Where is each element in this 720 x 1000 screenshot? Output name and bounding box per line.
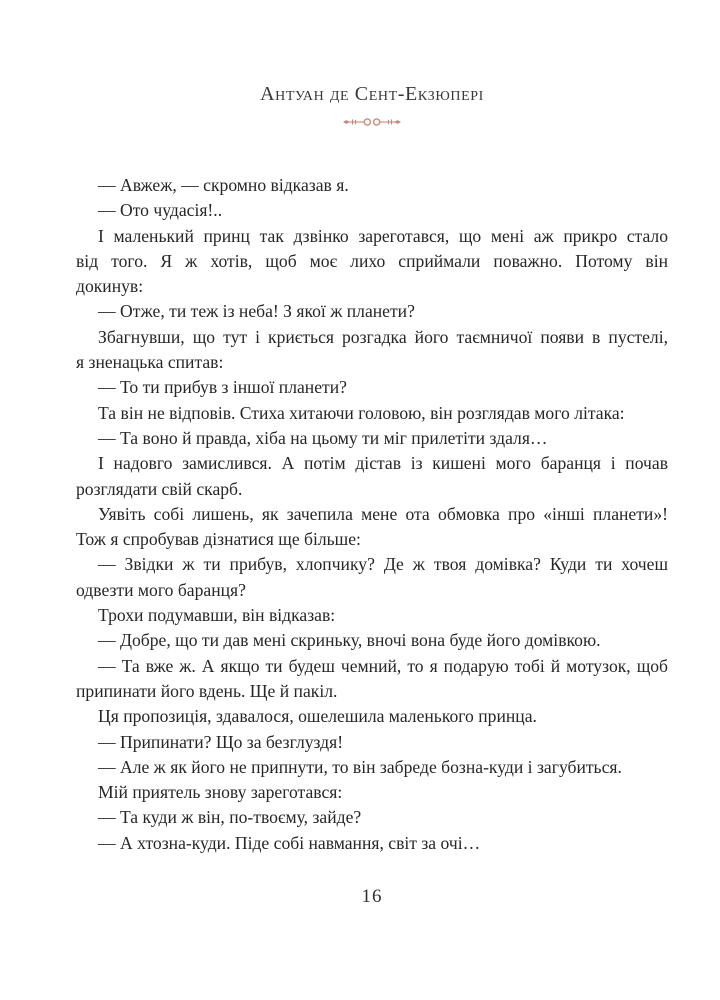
page-text bbox=[76, 173, 668, 856]
decorative-divider-icon bbox=[341, 116, 403, 128]
paragraph bbox=[76, 603, 668, 628]
text-line: одвезти мого баранця? bbox=[76, 579, 246, 600]
text-line: від того. Я ж хотів, щоб моє лихо сприймали поважно. Потому він bbox=[76, 250, 668, 271]
paragraph bbox=[76, 730, 668, 755]
paragraph bbox=[76, 325, 668, 376]
paragraph bbox=[76, 755, 668, 780]
text-column bbox=[76, 0, 668, 1000]
text-line: — А хтозна-куди. Піде собі навмання, світ за очі… bbox=[98, 832, 481, 853]
page-number: 16 bbox=[361, 886, 383, 907]
text-line: — Та вже ж. А якщо ти будеш чемний, то я подарую тобі й мотузок, щоб bbox=[98, 655, 668, 676]
text-line: — Та куди ж він, по-твоєму, зайде? bbox=[98, 807, 362, 828]
paragraph bbox=[76, 426, 668, 451]
text-line: я зненацька спитав: bbox=[76, 352, 224, 373]
paragraph bbox=[76, 552, 668, 603]
text-line: І надовго замислився. А потім дістав із кишені мого баранця і почав bbox=[98, 453, 668, 474]
text-line: Уявіть собі лишень, як зачепила мене ота обмовка про «інші планети»! bbox=[98, 503, 668, 524]
text-line: докинув: bbox=[76, 276, 144, 297]
paragraph bbox=[76, 704, 668, 729]
paragraph bbox=[76, 198, 668, 223]
text-line: Ця пропозиція, здавалося, ошелешила маленького принца. bbox=[98, 706, 537, 727]
text-line: — Добре, що ти дав мені скриньку, вночі вона буде його домівкою. bbox=[98, 630, 601, 651]
running-header-author: Антуан де Сент-Екзюпері bbox=[260, 83, 484, 105]
paragraph bbox=[76, 224, 668, 300]
text-line: — Отже, ти теж із неба! З якої ж планети? bbox=[98, 301, 415, 322]
paragraph bbox=[76, 805, 668, 830]
text-line: розглядати свій скарб. bbox=[76, 478, 243, 499]
text-line: — Авжеж, — скромно відказав я. bbox=[98, 175, 349, 195]
paragraph bbox=[76, 654, 668, 705]
text-line: Та він не відповів. Стиха хитаючи головою, він розглядав мого літака: bbox=[98, 402, 625, 423]
paragraph bbox=[76, 451, 668, 502]
text-line: Збагнувши, що тут і криється розгадка його таємничої появи в пустелі, bbox=[98, 326, 668, 347]
paragraph bbox=[76, 628, 668, 653]
text-line: Тож я спробував дізнатися ще більше: bbox=[76, 529, 361, 550]
ornament-wrap bbox=[76, 116, 668, 128]
paragraph bbox=[76, 831, 668, 856]
text-line: — Ото чудасія!.. bbox=[98, 200, 223, 221]
text-line: Трохи подумавши, він відказав: bbox=[98, 605, 336, 626]
paragraph bbox=[76, 401, 668, 426]
paragraph bbox=[76, 375, 668, 400]
paragraph bbox=[76, 173, 668, 198]
text-line: припинати його вдень. Ще й пакіл. bbox=[76, 680, 338, 701]
text-line: — Та воно й правда, хіба на цьому ти міг прилетіти здаля… bbox=[98, 427, 548, 448]
text-line: — Але ж як його не припнути, то він забреде бозна-куди і загубиться. bbox=[98, 756, 622, 777]
paragraph bbox=[76, 502, 668, 553]
paragraph bbox=[76, 780, 668, 805]
text-line: — То ти прибув з іншої планети? bbox=[98, 377, 347, 398]
paragraph bbox=[76, 299, 668, 324]
text-line: — Припинати? Що за безглуздя! bbox=[98, 731, 344, 752]
text-line: — Звідки ж ти прибув, хлопчику? Де ж твоя домівка? Куди ти хочеш bbox=[98, 554, 668, 575]
text-line: Мій приятель знову зареготався: bbox=[98, 782, 343, 803]
text-line: І маленький принц так дзвінко зареготався, що мені аж прикро стало bbox=[98, 225, 668, 246]
